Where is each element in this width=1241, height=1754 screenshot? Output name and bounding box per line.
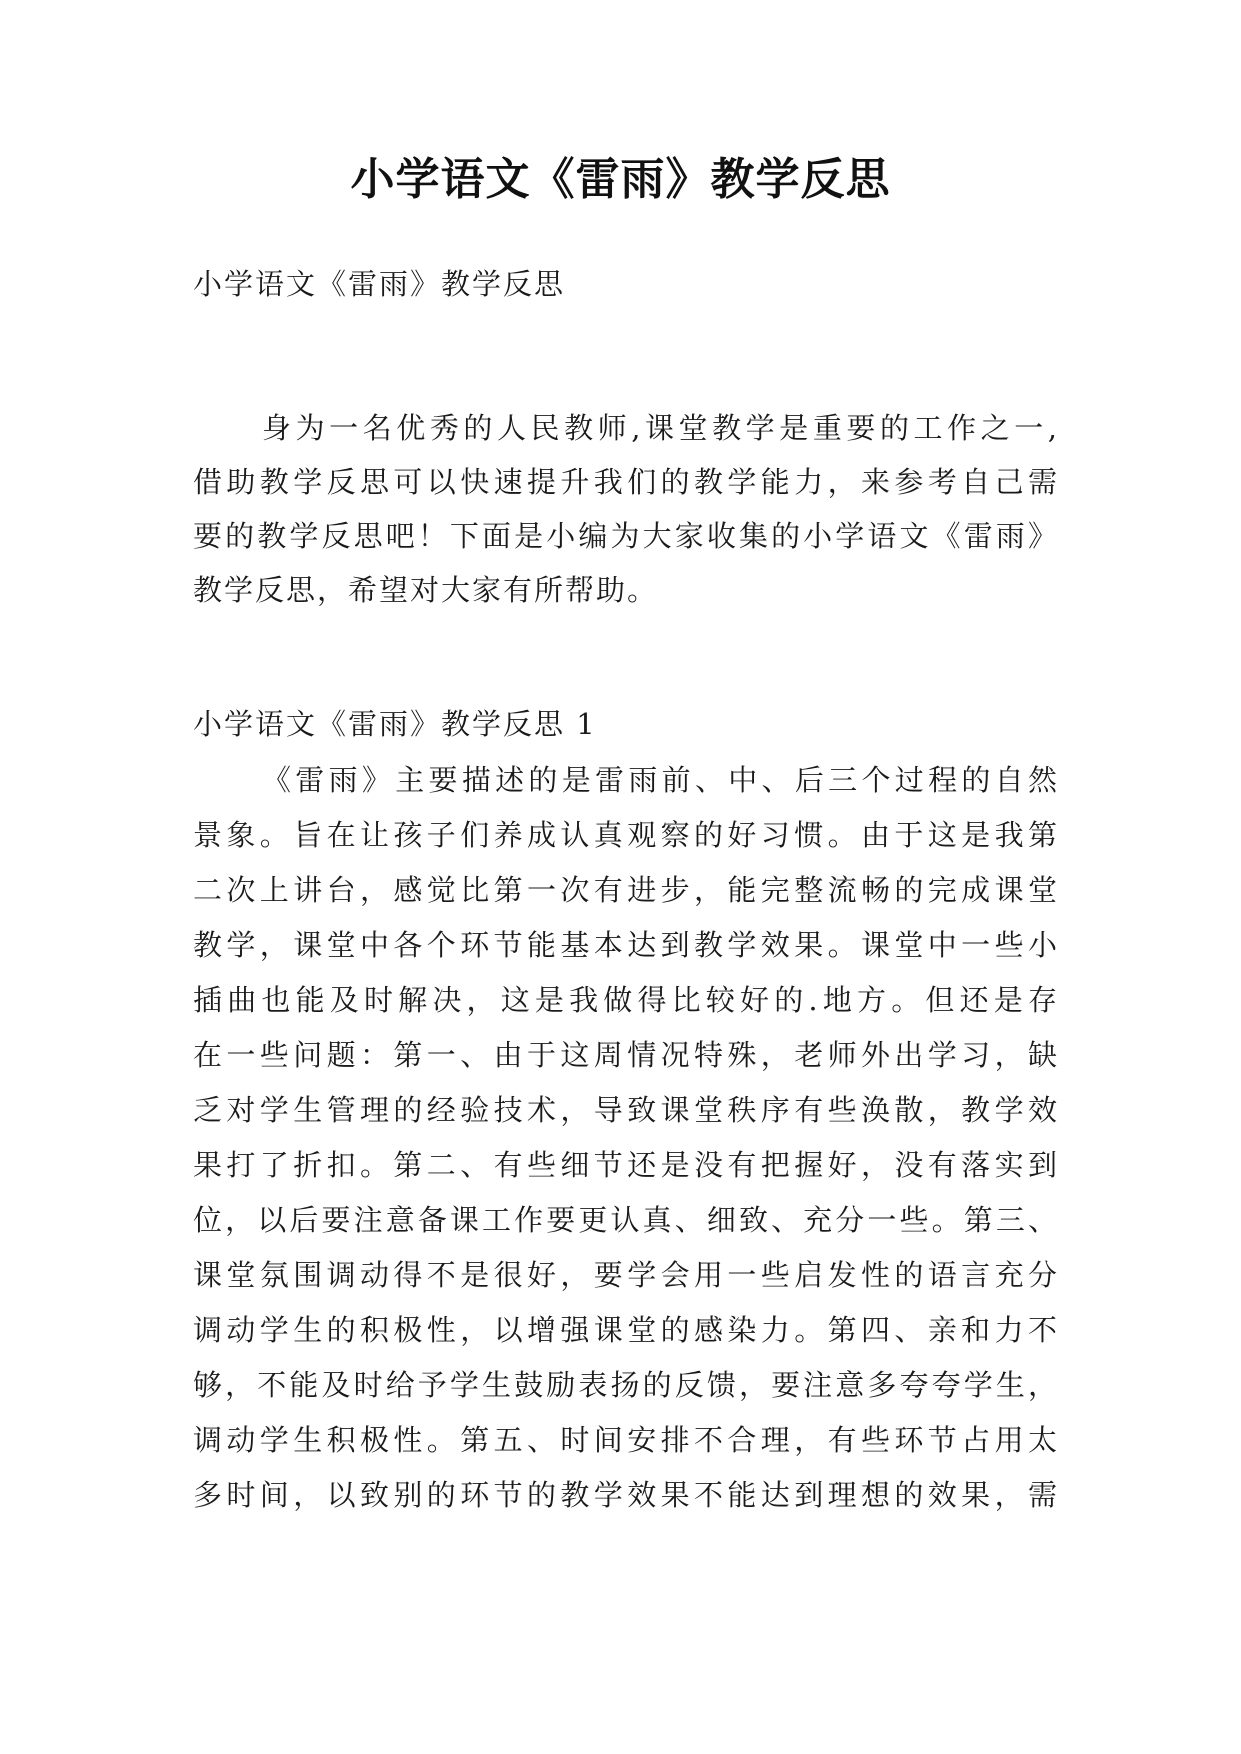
section1-line-7: 乏对学生管理的经验技术，导致课堂秩序有些涣散，教学效 bbox=[193, 1093, 1057, 1127]
section1-line-5: 插曲也能及时解决，这是我做得比较好的.地方。但还是存 bbox=[193, 983, 1057, 1017]
section1-line-2: 景象。旨在让孩子们养成认真观察的好习惯。由于这是我第 bbox=[193, 818, 1057, 852]
intro-line-1: 身为一名优秀的人民教师,课堂教学是重要的工作之一, bbox=[262, 411, 1057, 445]
section1-line-13: 调动学生积极性。第五、时间安排不合理，有些环节占用太 bbox=[193, 1423, 1057, 1457]
section1-line-12: 够，不能及时给予学生鼓励表扬的反馈，要注意多夸夸学生， bbox=[193, 1368, 1057, 1402]
section1-line-1: 《雷雨》主要描述的是雷雨前、中、后三个过程的自然 bbox=[262, 763, 1057, 797]
section1-line-11: 调动学生的积极性，以增强课堂的感染力。第四、亲和力不 bbox=[193, 1313, 1057, 1347]
section1-line-10: 课堂氛围调动得不是很好，要学会用一些启发性的语言充分 bbox=[193, 1258, 1057, 1292]
section1-line-8: 果打了折扣。第二、有些细节还是没有把握好，没有落实到 bbox=[193, 1148, 1057, 1182]
document-subtitle: 小学语文《雷雨》教学反思 bbox=[193, 267, 566, 301]
intro-line-3: 要的教学反思吧！下面是小编为大家收集的小学语文《雷雨》 bbox=[193, 519, 1057, 553]
section1-line-4: 教学，课堂中各个环节能基本达到教学效果。课堂中一些小 bbox=[193, 928, 1057, 962]
document-title: 小学语文《雷雨》教学反思 bbox=[350, 154, 891, 205]
section1-line-9: 位，以后要注意备课工作要更认真、细致、充分一些。第三、 bbox=[193, 1203, 1057, 1237]
section1-line-3: 二次上讲台，感觉比第一次有进步，能完整流畅的完成课堂 bbox=[193, 873, 1057, 907]
intro-line-4: 教学反思，希望对大家有所帮助。 bbox=[193, 573, 659, 607]
section1-line-14: 多时间，以致别的环节的教学效果不能达到理想的效果，需 bbox=[193, 1478, 1057, 1512]
intro-line-2: 借助教学反思可以快速提升我们的教学能力，来参考自己需 bbox=[193, 465, 1057, 499]
section1-heading: 小学语文《雷雨》教学反思 1 bbox=[193, 707, 597, 741]
section1-line-6: 在一些问题：第一、由于这周情况特殊，老师外出学习，缺 bbox=[193, 1038, 1057, 1072]
